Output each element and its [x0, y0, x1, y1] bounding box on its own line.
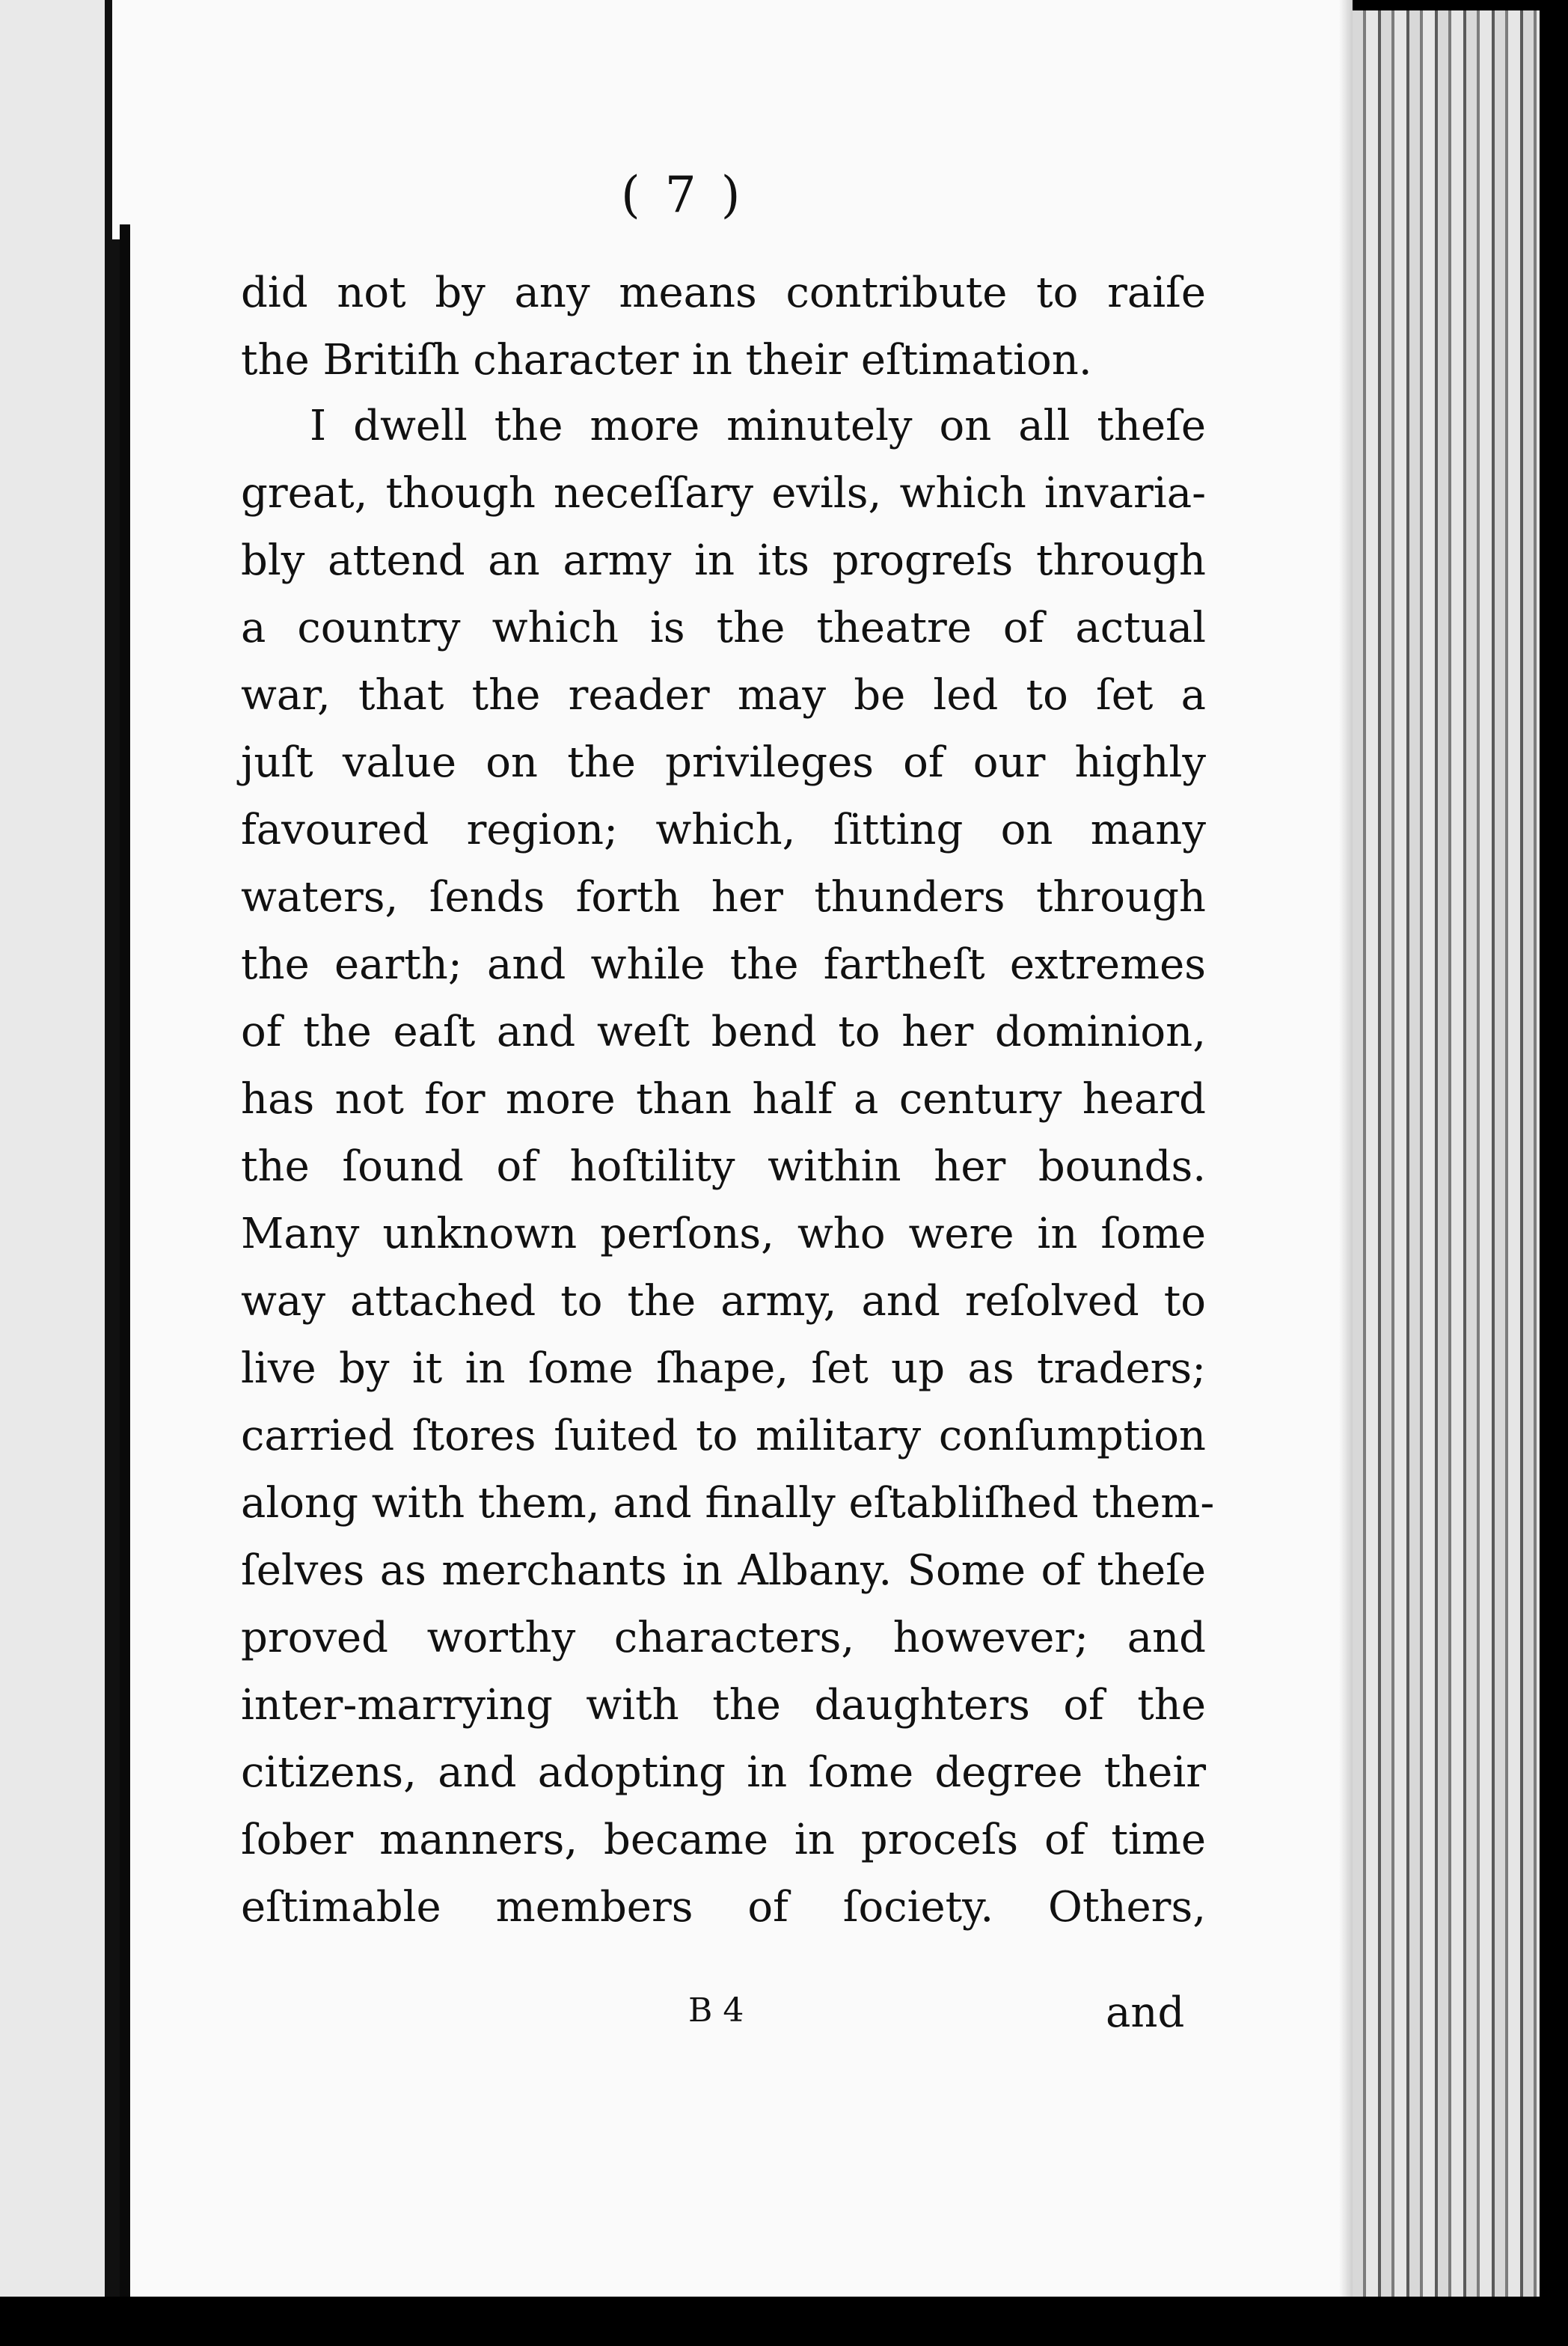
- catchword: and: [1106, 1988, 1185, 2037]
- text-line: war, that the reader may be led to ſet a: [241, 671, 1206, 720]
- text-line: ſober manners, became in proceſs of time: [241, 1816, 1206, 1864]
- text-line: juſt value on the privileges of our highly: [241, 738, 1206, 787]
- text-line: I dwell the more minutely on all theſe: [310, 402, 1206, 450]
- text-line: ſelves as merchants in Albany. Some of theſe: [241, 1546, 1206, 1595]
- text-line: carried ſtores ſuited to military conſumption: [241, 1412, 1206, 1460]
- text-line: a country which is the theatre of actual: [241, 604, 1206, 652]
- text-line: along with them, and finally eſtabliſhed them-: [241, 1479, 1215, 1528]
- text-line: favoured region; which, ſitting on many: [241, 806, 1206, 854]
- text-line: the earth; and while the fartheſt extremes: [241, 940, 1206, 989]
- page-edge-stack: [1353, 10, 1540, 2300]
- text-line: has not for more than half a century heard: [241, 1075, 1206, 1124]
- text-line: the ſound of hoſtility within her bounds.: [241, 1142, 1206, 1191]
- text-line: Many unknown perſons, who were in ſome: [241, 1210, 1206, 1258]
- facing-page-edge: [0, 0, 112, 2312]
- text-line: waters, ſends forth her thunders through: [241, 873, 1206, 922]
- text-line: inter-marrying with the daughters of the: [241, 1681, 1206, 1730]
- signature-mark: B 4: [688, 1991, 744, 2030]
- text-line: of the eaſt and weſt bend to her dominion,: [241, 1008, 1206, 1056]
- scan-bottom-border: [0, 2297, 1568, 2346]
- text-line: eſtimable members of ſociety. Others,: [241, 1883, 1206, 1932]
- text-line: great, though neceſſary evils, which invaria-: [241, 469, 1206, 518]
- text-line: did not by any means contribute to raiſe: [241, 269, 1206, 317]
- page-number: ( 7 ): [621, 166, 745, 224]
- text-line: way attached to the army, and reſolved to: [241, 1277, 1206, 1326]
- text-line: live by it in ſome ſhape, ſet up as traders;: [241, 1344, 1206, 1393]
- binding-edge: [120, 224, 130, 2319]
- text-line: citizens, and adopting in ſome degree their: [241, 1748, 1206, 1797]
- text-line: proved worthy characters, however; and: [241, 1614, 1206, 1662]
- text-line: bly attend an army in its progreſs through: [241, 536, 1206, 585]
- text-line: the Britiſh character in their eſtimation.: [241, 336, 1092, 385]
